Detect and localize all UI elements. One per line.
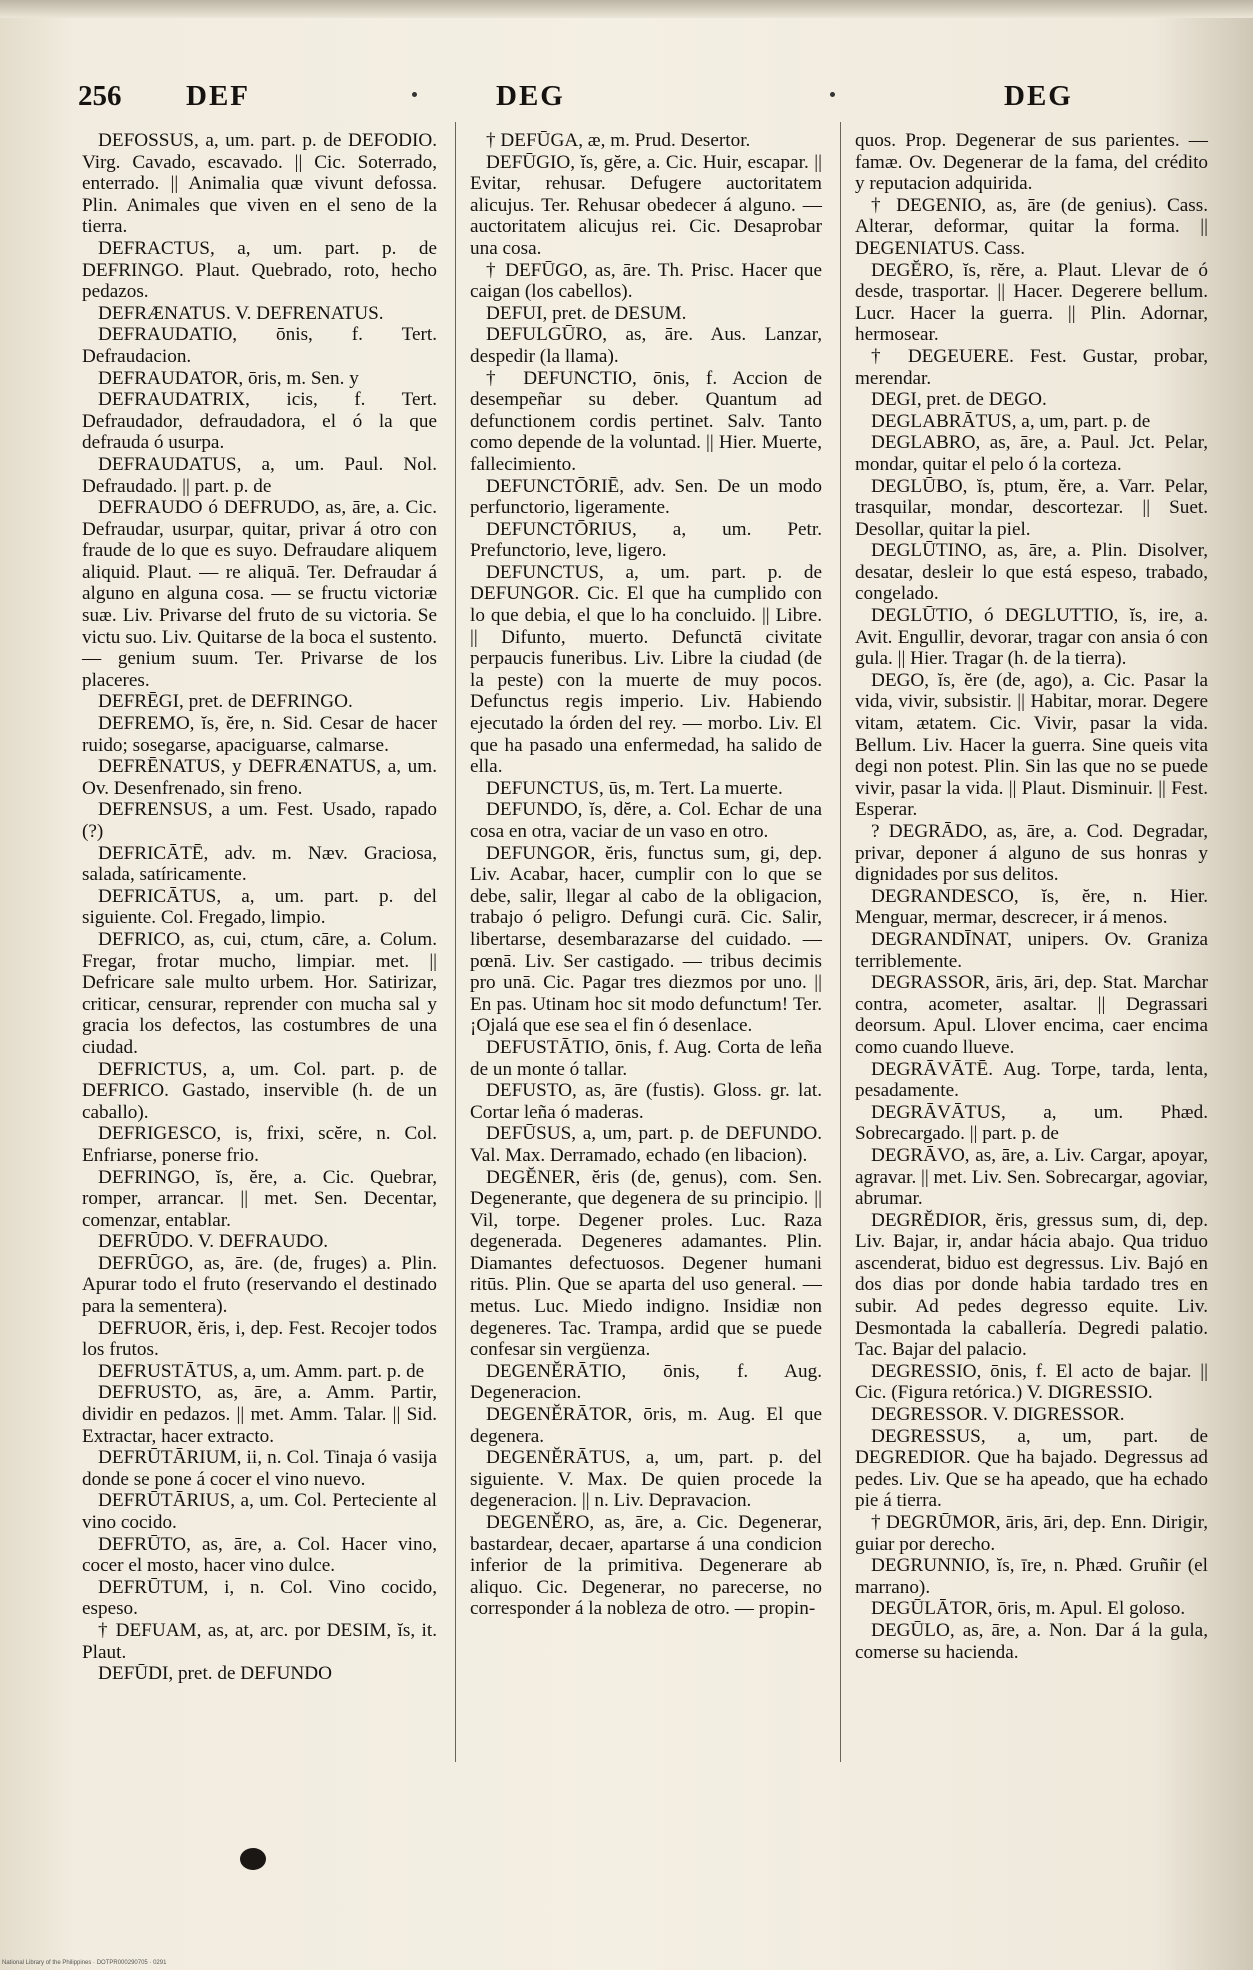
- dictionary-entry: DEGRĀVO, as, āre, a. Liv. Cargar, apoyar, agravar. || met. Liv. Sen. Sobrecargar, agoviar, abrumar.: [855, 1144, 1208, 1210]
- dictionary-entry: DEGRĀVĀTĒ. Aug. Torpe, tarda, lenta, pesadamente.: [855, 1058, 1208, 1102]
- dictionary-entry: DEFRIGESCO, is, frixi, scĕre, n. Col. Enfriarse, ponerse frio.: [82, 1123, 437, 1166]
- dictionary-entry: DEFŪGIO, ĭs, gĕre, a. Cic. Huir, escapar. || Evitar, rehusar. Defugere auctoritatem alicujus. Ter. Rehusar obedecer á alguno. — auctoritatem alicujus rei. Cic. Desaprobar una cosa.: [470, 151, 822, 259]
- dictionary-entry: DEGENĔRĀTOR, ōris, m. Aug. El que degenera.: [470, 1404, 822, 1447]
- dictionary-entry: DEGENĔRĀTIO, ōnis, f. Aug. Degeneracion.: [470, 1360, 822, 1404]
- left-running-head: DEF: [186, 80, 250, 112]
- dictionary-entry: † DEFUAM, as, at, arc. por DESIM, ĭs, it. Plaut.: [82, 1619, 437, 1663]
- dictionary-entry: DEFUSTO, as, āre (fustis). Gloss. gr. lat. Cortar leña ó maderas.: [470, 1080, 822, 1123]
- dictionary-entry: DEFRACTUS, a, um. part. p. de DEFRINGO. Plaut. Quebrado, roto, hecho pedazos.: [82, 237, 437, 303]
- dictionary-entry: DEGENĔRĀTUS, a, um, part. p. del siguiente. V. Max. De quien procede la degeneracion. || n. Liv. Depravacion.: [470, 1447, 822, 1512]
- dictionary-entry: † DEGENIO, as, āre (de genius). Cass. Alterar, deformar, quitar la forma. || DEGENIATUS. Cass.: [855, 194, 1208, 259]
- dictionary-entry: DEFRAUDATUS, a, um. Paul. Nol. Defraudado. || part. p. de: [82, 453, 437, 497]
- scan-edge: [0, 0, 1253, 18]
- dictionary-entry: DEFUNDO, ĭs, dĕre, a. Col. Echar de una cosa en otra, vaciar de un vaso en otro.: [470, 799, 822, 842]
- dictionary-entry: DEFUSTĀTIO, ōnis, f. Aug. Corta de leña de un monte ó tallar.: [470, 1036, 822, 1080]
- dictionary-entry: DEFREMO, ĭs, ĕre, n. Sid. Cesar de hacer ruido; sosegarse, apaciguarse, calmarse.: [82, 713, 437, 756]
- dictionary-entry: DEGRASSOR, āris, āri, dep. Stat. Marchar contra, acometer, asaltar. || Degrassari deorsum. Apul. Llover encima, caer encima como cuando llueve.: [855, 972, 1208, 1058]
- dictionary-entry: DEGLABRO, as, āre, a. Paul. Jct. Pelar, mondar, quitar el pelo ó la corteza.: [855, 432, 1208, 475]
- dictionary-entry: DEFRŪTO, as, āre, a. Col. Hacer vino, cocer el mosto, hacer vino dulce.: [82, 1533, 437, 1577]
- dictionary-entry: DEGRANDĪNAT, unipers. Ov. Graniza terriblemente.: [855, 928, 1208, 972]
- dictionary-entry: DEFRÆNATUS. V. DEFRENATUS.: [98, 302, 384, 324]
- dictionary-entry: DEFRUOR, ĕris, i, dep. Fest. Recojer todos los frutos.: [82, 1317, 437, 1361]
- dictionary-entry: DEFUNGOR, ĕris, functus sum, gi, dep. Liv. Acabar, hacer, cumplir con lo que se debe, salir, llegar al cabo de la obligacion, trabajo ó peligro. Defungi curā. Cic. Salir, libertarse, desembarazarse del cuidado. — pœnā. Liv. Ser castigado. — tribus decimis pro unā. Cic. Pagar tres diezmos por uno. || En pas. Utinam hoc sit modo defunctum! Ter. ¡Ojalá que ese sea el fin ó desenlace.: [470, 842, 822, 1037]
- dictionary-entry: DEFUNCTUS, a, um. part. p. de DEFUNGOR. Cic. El que ha cumplido con lo que debia, el que lo ha concluido. || Libre. || Difunto, muerto. Defunctā civitate perpaucis funeribus. Liv. Libre la ciudad (de la peste) con la muerte de muy pocos. Defunctus regis imperio. Liv. Habiendo ejecutado la órden del rey. — morbo. Liv. El que ha pasado una enfermedad, ha salido de ella.: [470, 561, 822, 778]
- dictionary-entry: DEFRĒNATUS, y DEFRÆNATUS, a, um. Ov. Desenfrenado, sin freno.: [82, 756, 437, 799]
- ink-blot: [240, 1848, 266, 1870]
- dictionary-entry: DEFRAUDATIO, ōnis, f. Tert. Defraudacion.: [82, 324, 437, 367]
- dictionary-entry: DEFUNCTŌRIĒ, adv. Sen. De un modo perfunctorio, ligeramente.: [470, 475, 822, 519]
- dictionary-entry: DEFRUSTO, as, āre, a. Amm. Partir, dividir en pedazos. || met. Amm. Talar. || Sid. Extractar, hacer extracto.: [82, 1382, 437, 1447]
- dictionary-entry: DEGRESSIO, ōnis, f. El acto de bajar. || Cic. (Figura retórica.) V. DIGRESSIO.: [855, 1360, 1208, 1404]
- column-rule: [455, 122, 456, 1762]
- column-right: [855, 130, 1208, 1663]
- page-header: [78, 80, 1208, 116]
- dictionary-entry: DEGENĔRO, as, āre, a. Cic. Degenerar, bastardear, decaer, apartarse á una condicion inferior de la primitiva. Degenerare ab aliquo. Cic. Degenerar, no parecerse, no corresponder á la nobleza de otro. — propin-: [470, 1512, 822, 1620]
- dictionary-entry: DEFRĒGI, pret. de DEFRINGO.: [98, 691, 353, 713]
- dictionary-entry: DEGRĔDIOR, ĕris, gressus sum, di, dep. Liv. Bajar, ir, andar hácia abajo. Qua triduo ascenderat, biduo est degressus. Liv. Bajó en dos dias por donde habia tardado tres en subir. Ad pedes degresso equite. Liv. Desmontada la caballería. Degredi palatio. Tac. Bajar del palacio.: [855, 1209, 1208, 1361]
- dictionary-entry: DEFRICĀTUS, a, um. part. p. del siguiente. Col. Fregado, limpio.: [82, 885, 437, 929]
- dictionary-entry: † DEFUNCTIO, ōnis, f. Accion de desempeñar su deber. Quantum ad defunctionem cordis pertinet. Salv. Tanto como depende de la voluntad. || Hier. Muerte, fallecimiento.: [470, 367, 822, 475]
- dictionary-entry: † DEFŪGO, as, āre. Th. Prisc. Hacer que caigan (los cabellos).: [470, 259, 822, 303]
- middle-running-head: DEG: [496, 80, 565, 112]
- column-rule: [840, 122, 841, 1762]
- dictionary-entry: DEGRESSOR. V. DIGRESSOR.: [871, 1404, 1125, 1426]
- dictionary-entry: ? DEGRĀDO, as, āre, a. Cod. Degradar, privar, deponer á alguno de sus honras y dignidades por sus delitos.: [855, 821, 1208, 886]
- dictionary-entry: DEFUI, pret. de DESUM.: [486, 302, 687, 324]
- dictionary-entry: quos. Prop. Degenerar de sus parientes. — famæ. Ov. Degenerar de la fama, del crédito y reputacion adquirida.: [855, 130, 1208, 195]
- dictionary-entry: DEGLŪTINO, as, āre, a. Plin. Disolver, desatar, desleir lo que está espeso, trabado, congelado.: [855, 540, 1208, 605]
- dictionary-entry: DEFUNCTUS, ūs, m. Tert. La muerte.: [486, 777, 783, 799]
- dictionary-entry: DEGLŪTIO, ó DEGLUTTIO, ĭs, ire, a. Avit. Engullir, devorar, tragar con ansia ó con gula. || Hier. Tragar (h. de la tierra).: [855, 605, 1208, 670]
- dictionary-entry: DEGLŪBO, ĭs, ptum, ĕre, a. Varr. Pelar, trasquilar, mondar, descortezar. || Suet. Desollar, quitar la piel.: [855, 475, 1208, 540]
- dictionary-entry: † DEGEUERE. Fest. Gustar, probar, merendar.: [855, 345, 1208, 389]
- page-number: 256: [78, 80, 122, 112]
- dictionary-entry: DEFŪDI, pret. de DEFUNDO: [98, 1663, 332, 1685]
- dictionary-entry: DEFRAUDATRIX, icis, f. Tert. Defraudador, defraudadora, el ó la que defrauda ó usurpa.: [82, 389, 437, 454]
- right-running-head: DEG: [1004, 80, 1073, 112]
- dictionary-entry: DEGŪLO, as, āre, a. Non. Dar á la gula, comerse su hacienda.: [855, 1619, 1208, 1663]
- dictionary-entry: DEGLABRĀTUS, a, um, part. p. de: [871, 410, 1151, 432]
- column-middle: [470, 130, 822, 1620]
- dictionary-entry: † DEGRŪMOR, āris, āri, dep. Enn. Dirigir, guiar por derecho.: [855, 1512, 1208, 1555]
- dictionary-entry: DEFOSSUS, a, um. part. p. de DEFODIO. Virg. Cavado, escavado. || Cic. Soterrado, enterrado. || Animalia quæ vivunt defossa. Plin. Animales que viven en el seno de la tierra.: [82, 130, 437, 238]
- dictionary-entry: DEGRUNNIO, ĭs, īre, n. Phæd. Gruñir (el marrano).: [855, 1555, 1208, 1598]
- dictionary-entry: DEFŪSUS, a, um, part. p. de DEFUNDO. Val. Max. Derramado, echado (en libacion).: [470, 1123, 822, 1166]
- dictionary-entry: DEGI, pret. de DEGO.: [871, 389, 1047, 411]
- dictionary-entry: DEFRŪTUM, i, n. Col. Vino cocido, espeso.: [82, 1576, 437, 1620]
- dictionary-entry: DEFRICĀTĒ, adv. m. Næv. Graciosa, salada, satíricamente.: [82, 842, 437, 886]
- dictionary-entry: DEGĔNER, ĕris (de, genus), com. Sen. Degenerante, que degenera de su principio. || Vil, torpe. Degener proles. Luc. Raza degenerada. Degeneres adamantes. Plin. Diamantes defectuosos. Degener humani ritūs. Plin. Que se aparta del uso general. — metus. Luc. Miedo indigno. Insidiæ non degeneres. Tac. Trampa, ardid que se puede confesar sin vergüenza.: [470, 1166, 822, 1361]
- divider-dot: [412, 92, 417, 97]
- column-left: [82, 130, 437, 1685]
- dictionary-entry: DEFRAUDO ó DEFRUDO, as, āre, a. Cic. Defraudar, usurpar, quitar, privar á otro con fraude de lo que es suyo. Defraudare aliquem aliquid. Plaut. — re aliquā. Ter. Defraudar á alguno en alguna cosa. — se fructu victoriæ suæ. Liv. Privarse del fruto de su victoria. Se victu suo. Liv. Quitarse de la boca el sustento. — genium suum. Ter. Privarse de los placeres.: [82, 497, 437, 691]
- scan-footer: National Library of the Philippines · DOTPR000290705 · 0291: [2, 1960, 167, 1966]
- dictionary-entry: DEGĔRO, ĭs, rĕre, a. Plaut. Llevar de ó desde, trasportar. || Hacer. Degerere bellum. Lucr. Hacer la guerra. || Plin. Adornar, hermosear.: [855, 259, 1208, 346]
- dictionary-entry: DEFULGŪRO, as, āre. Aus. Lanzar, despedir (la llama).: [470, 324, 822, 367]
- dictionary-entry: DEFRICO, as, cui, ctum, cāre, a. Colum. Fregar, frotar mucho, limpiar. met. || Defricare sale multo urbem. Hor. Satirizar, criticar, censurar, reprender con mucha sal y gracia los defectos, las costumbres de una ciudad.: [82, 928, 437, 1058]
- dictionary-entry: DEGRĀVĀTUS, a, um. Phæd. Sobrecargado. || part. p. de: [855, 1101, 1208, 1145]
- dictionary-entry: DEFUNCTŌRIUS, a, um. Petr. Prefunctorio, leve, ligero.: [470, 518, 822, 562]
- dictionary-entry: DEFRŪDO. V. DEFRAUDO.: [98, 1231, 329, 1253]
- dictionary-entry: DEGŪLĀTOR, ōris, m. Apul. El goloso.: [871, 1598, 1186, 1620]
- dictionary-entry: DEFRUSTĀTUS, a, um. Amm. part. p. de: [98, 1360, 425, 1382]
- dictionary-entry: DEGO, ĭs, ĕre (de, ago), a. Cic. Pasar la vida, vivir, subsistir. || Habitar, morar. Degere vitam, ætatem. Cic. Vivir, pasar la vida. Bellum. Liv. Hacer la guerra. Sine queis vita degi non potest. Plin. Sin las que no se puede vivir, pasar la vida. || Plaut. Disminuir. || Fest. Esperar.: [855, 669, 1208, 821]
- dictionary-entry: DEFRŪGO, as, āre. (de, fruges) a. Plin. Apurar todo el fruto (reservando el destinado para la sementera).: [82, 1252, 437, 1318]
- dictionary-entry: DEFRŪTĀRIUM, ii, n. Col. Tinaja ó vasija donde se pone á cocer el vino nuevo.: [82, 1447, 437, 1490]
- dictionary-entry: DEFRENSUS, a um. Fest. Usado, rapado (?): [82, 799, 437, 842]
- dictionary-entry: † DEFŪGA, æ, m. Prud. Desertor.: [486, 130, 751, 151]
- divider-dot: [830, 92, 835, 97]
- dictionary-entry: DEGRESSUS, a, um, part. de DEGREDIOR. Que ha bajado. Degressus ad pedes. Liv. Que se ha apeado, que ha echado pie á tierra.: [855, 1425, 1208, 1512]
- dictionary-entry: DEFRICTUS, a, um. Col. part. p. de DEFRICO. Gastado, inservible (h. de un caballo).: [82, 1058, 437, 1123]
- dictionary-entry: DEGRANDESCO, ĭs, ĕre, n. Hier. Menguar, mermar, descrecer, ir á menos.: [855, 885, 1208, 929]
- dictionary-entry: DEFRAUDATOR, ōris, m. Sen. y: [98, 367, 359, 389]
- dictionary-entry: DEFRINGO, ĭs, ĕre, a. Cic. Quebrar, romper, arrancar. || met. Sen. Decentar, comenzar, entablar.: [82, 1166, 437, 1231]
- dictionary-entry: DEFRŪTĀRIUS, a, um. Col. Perteciente al vino cocido.: [82, 1490, 437, 1533]
